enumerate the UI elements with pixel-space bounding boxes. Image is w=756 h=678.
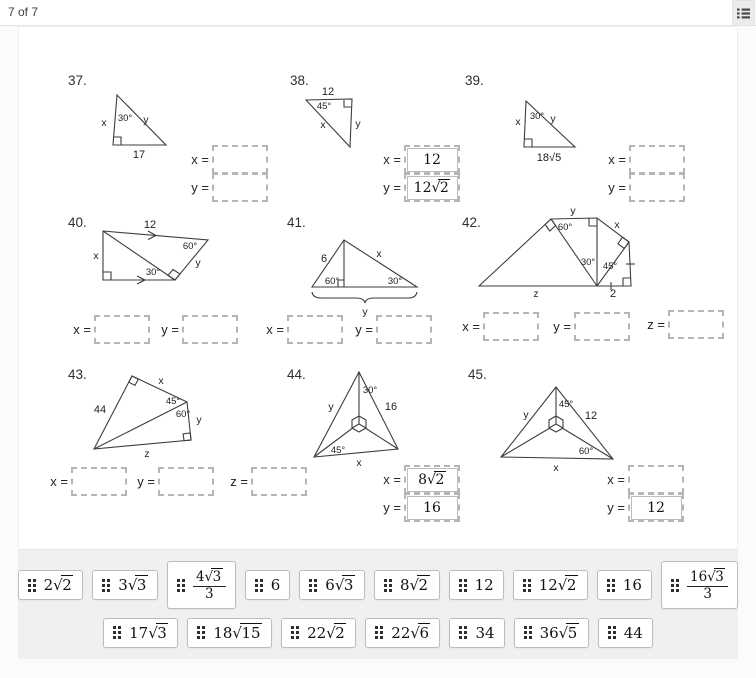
answer-label: x = bbox=[73, 322, 91, 337]
figure-label: y bbox=[570, 205, 576, 217]
figure-label: 45° bbox=[330, 445, 346, 456]
answer-tile[interactable] bbox=[187, 618, 272, 648]
answer-tile[interactable] bbox=[598, 618, 653, 648]
figure-label: 17 bbox=[132, 149, 146, 161]
question-list-button[interactable] bbox=[732, 0, 755, 26]
tile-value: 8√2 bbox=[399, 576, 429, 594]
figure-label: 60° bbox=[324, 276, 340, 287]
tile-value: 36√5 bbox=[539, 623, 578, 642]
problem-number-39: 39. bbox=[465, 73, 484, 88]
answer-label: y = bbox=[137, 474, 155, 489]
drag-handle-icon bbox=[177, 579, 185, 592]
answer-slot-40x[interactable] bbox=[94, 315, 150, 344]
tile-value: 6 bbox=[270, 576, 281, 594]
placed-answer-tile[interactable]: 8 √ 2 bbox=[407, 468, 458, 492]
figure-label: 45° bbox=[602, 261, 618, 272]
drag-handle-icon bbox=[671, 579, 679, 592]
figure-label: 30° bbox=[529, 111, 545, 122]
problem-number-45: 45. bbox=[468, 367, 487, 382]
answer-slot-40y[interactable] bbox=[182, 315, 238, 344]
answer-tile[interactable] bbox=[374, 570, 440, 600]
figure-label: y bbox=[550, 113, 556, 125]
answer-tile[interactable] bbox=[449, 570, 504, 600]
figure-label: 45° bbox=[558, 399, 574, 410]
answer-label: x = bbox=[266, 322, 284, 337]
figure-label: 60° bbox=[182, 241, 198, 252]
drag-handle-icon bbox=[102, 579, 110, 592]
figure-label: 30° bbox=[145, 267, 161, 278]
figure-label: x bbox=[320, 119, 326, 131]
answer-slot-38x[interactable] bbox=[404, 145, 460, 174]
answer-label: y = bbox=[607, 500, 625, 515]
figure-38 bbox=[297, 85, 382, 157]
drag-handle-icon bbox=[459, 579, 467, 592]
drag-handle-icon bbox=[255, 579, 263, 592]
figure-label: 60° bbox=[557, 222, 573, 233]
tile-value: $\frac{16√3}{3}$ bbox=[687, 567, 728, 602]
answer-tile[interactable] bbox=[92, 570, 158, 600]
figure-label: x bbox=[93, 250, 99, 262]
answer-slot-44y[interactable] bbox=[404, 493, 460, 522]
tile-value: $\frac{4√3}{3}$ bbox=[193, 567, 226, 602]
drag-handle-icon bbox=[384, 579, 392, 592]
figure-40 bbox=[91, 219, 221, 291]
drag-handle-icon bbox=[524, 626, 532, 639]
list-icon bbox=[737, 7, 750, 20]
answer-label: y = bbox=[383, 180, 401, 195]
figure-label: y bbox=[143, 114, 149, 126]
figure-label: z bbox=[144, 448, 150, 460]
answer-slot-44x[interactable] bbox=[404, 465, 460, 494]
figure-44 bbox=[296, 363, 411, 471]
figure-label: y bbox=[328, 401, 334, 413]
problem-number-41: 41. bbox=[287, 215, 306, 230]
answer-slot-37y[interactable] bbox=[212, 173, 268, 202]
figure-label: 30° bbox=[387, 276, 403, 287]
figure-label: 44 bbox=[93, 404, 107, 416]
tile-value: 34 bbox=[475, 623, 495, 642]
drag-handle-icon bbox=[608, 626, 616, 639]
answer-label: y = bbox=[383, 500, 401, 515]
answer-label: x = bbox=[607, 472, 625, 487]
answer-slot-43x[interactable] bbox=[71, 467, 127, 496]
figure-label: 30° bbox=[117, 113, 133, 124]
answer-tile[interactable] bbox=[103, 618, 178, 648]
answer-label: y = bbox=[608, 180, 626, 195]
tile-value: 6√3 bbox=[325, 576, 354, 594]
figure-41 bbox=[307, 235, 442, 320]
answer-slot-45x[interactable] bbox=[628, 465, 684, 494]
figure-label: y bbox=[362, 306, 368, 318]
answer-tile[interactable] bbox=[449, 618, 504, 648]
answer-tile[interactable] bbox=[365, 618, 440, 648]
figure-label: 12 bbox=[143, 219, 157, 231]
answer-tile[interactable] bbox=[299, 570, 365, 600]
figure-label: y bbox=[355, 118, 361, 130]
tile-value: 2√2 bbox=[43, 576, 72, 594]
answer-bank-row-1 bbox=[18, 561, 739, 608]
figure-label: 2 bbox=[609, 288, 617, 300]
answer-label: x = bbox=[608, 152, 626, 167]
figure-label: x bbox=[553, 462, 559, 474]
answer-label: x = bbox=[383, 472, 401, 487]
answer-bank-row-2 bbox=[103, 618, 653, 648]
answer-label: y = bbox=[191, 180, 209, 195]
figure-label: 6 bbox=[320, 253, 328, 265]
answer-tile[interactable] bbox=[18, 570, 84, 600]
tile-value: 12√2 bbox=[538, 576, 577, 594]
answer-slot-41y[interactable] bbox=[376, 315, 432, 344]
problem-number-42: 42. bbox=[462, 215, 481, 230]
problem-number-38: 38. bbox=[290, 73, 309, 88]
answer-slot-42z[interactable] bbox=[668, 310, 724, 339]
figure-label: 12 bbox=[321, 86, 335, 98]
drag-handle-icon bbox=[291, 626, 299, 639]
figure-label: 16 bbox=[384, 401, 398, 413]
answer-slot-45y[interactable] bbox=[628, 493, 684, 522]
answer-tile[interactable] bbox=[245, 570, 291, 600]
answer-label: x = bbox=[462, 319, 480, 334]
figure-label: y bbox=[196, 414, 202, 426]
figure-label: 12 bbox=[584, 410, 598, 422]
figure-label: x bbox=[101, 117, 107, 129]
figure-label: 30° bbox=[580, 257, 596, 268]
placed-answer-tile[interactable]: 12 bbox=[631, 496, 682, 520]
problem-number-44: 44. bbox=[287, 367, 306, 382]
answer-tile[interactable] bbox=[661, 561, 738, 608]
answer-label: x = bbox=[383, 152, 401, 167]
tile-value: 18√15 bbox=[213, 623, 261, 642]
answer-slot-38y[interactable] bbox=[404, 173, 460, 202]
answer-slot-43z[interactable] bbox=[251, 467, 307, 496]
answer-label: x = bbox=[50, 474, 68, 489]
tile-value: 3√3 bbox=[118, 576, 147, 594]
page-indicator: 7 of 7 bbox=[8, 5, 39, 19]
drag-handle-icon bbox=[459, 626, 467, 639]
answer-tile[interactable] bbox=[167, 561, 236, 608]
answer-tile[interactable] bbox=[281, 618, 356, 648]
figure-45 bbox=[479, 375, 624, 475]
problem-number-40: 40. bbox=[68, 215, 87, 230]
answer-slot-41x[interactable] bbox=[287, 315, 343, 344]
placed-answer-tile[interactable]: 12 √ 2 bbox=[407, 176, 458, 200]
drag-handle-icon bbox=[309, 579, 317, 592]
tile-value: 16 bbox=[622, 576, 642, 594]
drag-handle-icon bbox=[523, 579, 531, 592]
drag-handle-icon bbox=[28, 579, 36, 592]
tile-value: 12 bbox=[474, 576, 494, 594]
figure-label: x bbox=[515, 116, 521, 128]
answer-slot-42x[interactable] bbox=[483, 312, 539, 341]
figure-42 bbox=[461, 204, 661, 309]
figure-39 bbox=[499, 85, 609, 163]
figure-label: 45° bbox=[316, 101, 332, 112]
answer-label: y = bbox=[553, 319, 571, 334]
tile-value: 22√2 bbox=[307, 623, 345, 642]
figure-label: y bbox=[195, 257, 201, 269]
figure-37 bbox=[94, 85, 189, 163]
answer-label: z = bbox=[647, 317, 665, 332]
figure-label: x bbox=[376, 248, 382, 260]
answer-label: x = bbox=[191, 152, 209, 167]
answer-tile[interactable] bbox=[597, 570, 652, 600]
drag-handle-icon bbox=[607, 579, 615, 592]
answer-label: y = bbox=[161, 322, 179, 337]
drag-handle-icon bbox=[375, 626, 383, 639]
drag-handle-icon bbox=[197, 626, 205, 639]
placed-answer-tile[interactable]: 16 bbox=[407, 496, 458, 520]
drag-handle-icon bbox=[113, 626, 121, 639]
figure-label: 60° bbox=[578, 446, 594, 457]
answer-label: z = bbox=[230, 474, 248, 489]
answer-tile[interactable] bbox=[514, 618, 589, 648]
problem-number-37: 37. bbox=[68, 73, 87, 88]
figure-label: y bbox=[523, 409, 529, 421]
answer-label: y = bbox=[355, 322, 373, 337]
tile-value: 17√3 bbox=[129, 623, 167, 642]
worksheet-card bbox=[18, 26, 738, 658]
figure-label: 45° bbox=[165, 396, 181, 407]
answer-slot-43y[interactable] bbox=[158, 467, 214, 496]
tile-value: 22√6 bbox=[391, 623, 429, 642]
problem-number-43: 43. bbox=[68, 367, 87, 382]
figure-label: 30° bbox=[362, 385, 378, 396]
answer-slot-39x[interactable] bbox=[629, 145, 685, 174]
answer-slot-39y[interactable] bbox=[629, 173, 685, 202]
figure-label: x bbox=[158, 375, 164, 387]
answer-tile[interactable] bbox=[513, 570, 588, 600]
figure-label: 18√5 bbox=[536, 152, 562, 164]
figure-label: x bbox=[614, 219, 620, 231]
figure-label: x bbox=[356, 457, 362, 469]
answer-slot-37x[interactable] bbox=[212, 145, 268, 174]
tile-value: 44 bbox=[623, 623, 643, 642]
figure-label: 60° bbox=[175, 409, 191, 420]
figure-label: z bbox=[533, 288, 539, 300]
placed-answer-tile[interactable]: 12 bbox=[407, 148, 458, 172]
answer-bank bbox=[19, 549, 737, 659]
top-bar bbox=[0, 0, 756, 26]
answer-slot-42y[interactable] bbox=[574, 312, 630, 341]
figure-43 bbox=[85, 370, 220, 462]
